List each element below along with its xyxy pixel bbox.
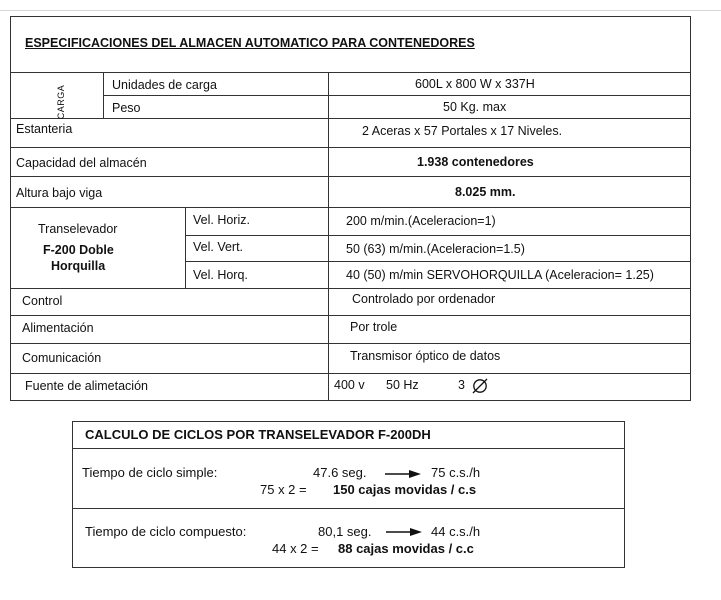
calc-frame-right bbox=[624, 421, 625, 568]
row-line bbox=[10, 147, 691, 148]
col-line bbox=[328, 72, 329, 400]
fuente-frequency: 50 Hz bbox=[386, 378, 419, 392]
unidades-value: 600L x 800 W x 337H bbox=[415, 77, 535, 91]
row-line bbox=[10, 118, 691, 119]
row-line bbox=[10, 315, 691, 316]
row-line bbox=[185, 235, 691, 236]
frame-top bbox=[10, 16, 691, 17]
spec-title: ESPECIFICACIONES DEL ALMACEN AUTOMATICO PARA CONTENEDORES bbox=[25, 36, 475, 50]
vel-horq-value: 40 (50) m/min SERVOHORQUILLA (Aceleracion= 1.25) bbox=[346, 268, 654, 282]
row-line bbox=[10, 72, 691, 73]
row-line bbox=[10, 176, 691, 177]
control-label: Control bbox=[22, 294, 63, 308]
capacidad-value: 1.938 contenedores bbox=[417, 155, 534, 169]
col-line bbox=[185, 207, 186, 288]
vel-horiz-value: 200 m/min.(Aceleracion=1) bbox=[346, 214, 496, 228]
comunicacion-value: Transmisor óptico de datos bbox=[350, 349, 501, 363]
estanteria-value: 2 Aceras x 57 Portales x 17 Niveles. bbox=[362, 124, 563, 138]
arrow-right-icon bbox=[384, 526, 424, 538]
capacidad-label: Capacidad del almacén bbox=[16, 156, 147, 170]
compound-cycle-label: Tiempo de ciclo compuesto: bbox=[85, 524, 247, 539]
alimentacion-value: Por trole bbox=[350, 320, 398, 334]
fuente-label: Fuente de alimetación bbox=[25, 379, 148, 393]
calc-mid-line bbox=[72, 508, 625, 509]
row-line bbox=[185, 261, 691, 262]
compound-cycle-rate: 44 c.s./h bbox=[431, 524, 481, 539]
row-line bbox=[10, 373, 691, 374]
comunicacion-label: Comunicación bbox=[22, 351, 102, 365]
row-line bbox=[10, 343, 691, 344]
col-line bbox=[103, 72, 104, 118]
vel-vert-label: Vel. Vert. bbox=[193, 240, 244, 254]
peso-label: Peso bbox=[112, 101, 141, 115]
simple-cycle-result: 150 cajas movidas / c.s bbox=[333, 482, 477, 497]
simple-cycle-label: Tiempo de ciclo simple: bbox=[82, 465, 218, 480]
diameter-icon bbox=[471, 377, 489, 395]
calc-frame-bottom bbox=[72, 567, 625, 568]
simple-cycle-time: 47.6 seg. bbox=[313, 465, 367, 480]
transelevador-model-line2: Horquilla bbox=[51, 259, 106, 273]
arrow-right-icon bbox=[383, 468, 423, 480]
unidades-label: Unidades de carga bbox=[112, 78, 217, 92]
fuente-phase: 3 bbox=[458, 378, 465, 392]
compound-cycle-time: 80,1 seg. bbox=[318, 524, 372, 539]
compound-cycle-result: 88 cajas movidas / c.c bbox=[338, 541, 474, 556]
vel-horiz-label: Vel. Horiz. bbox=[193, 213, 250, 227]
vel-horq-label: Vel. Horq. bbox=[193, 268, 248, 282]
peso-value: 50 Kg. max bbox=[443, 100, 507, 114]
row-line bbox=[103, 95, 691, 96]
calc-frame-left bbox=[72, 421, 73, 568]
vel-vert-value: 50 (63) m/min.(Aceleracion=1.5) bbox=[346, 242, 525, 256]
calc-title-line bbox=[72, 448, 625, 449]
frame-bottom bbox=[10, 400, 691, 401]
calc-title: CALCULO DE CICLOS POR TRANSELEVADOR F-200DH bbox=[85, 427, 431, 442]
calc-frame-top bbox=[72, 421, 625, 422]
altura-value: 8.025 mm. bbox=[455, 185, 516, 199]
top-divider bbox=[0, 10, 721, 11]
row-line bbox=[10, 288, 691, 289]
transelevador-label: Transelevador bbox=[38, 222, 118, 236]
fuente-voltage: 400 v bbox=[334, 378, 365, 392]
control-value: Controlado por ordenador bbox=[352, 292, 496, 306]
altura-label: Altura bajo viga bbox=[16, 186, 103, 200]
simple-cycle-multiplier: 75 x 2 = bbox=[260, 482, 307, 497]
compound-cycle-multiplier: 44 x 2 = bbox=[272, 541, 319, 556]
transelevador-model-line1: F-200 Doble bbox=[43, 243, 114, 257]
row-line bbox=[10, 207, 691, 208]
simple-cycle-rate: 75 c.s./h bbox=[431, 465, 481, 480]
carga-group-label: CARGA bbox=[56, 84, 66, 120]
estanteria-label: Estanteria bbox=[16, 122, 73, 136]
alimentacion-label: Alimentación bbox=[22, 321, 94, 335]
